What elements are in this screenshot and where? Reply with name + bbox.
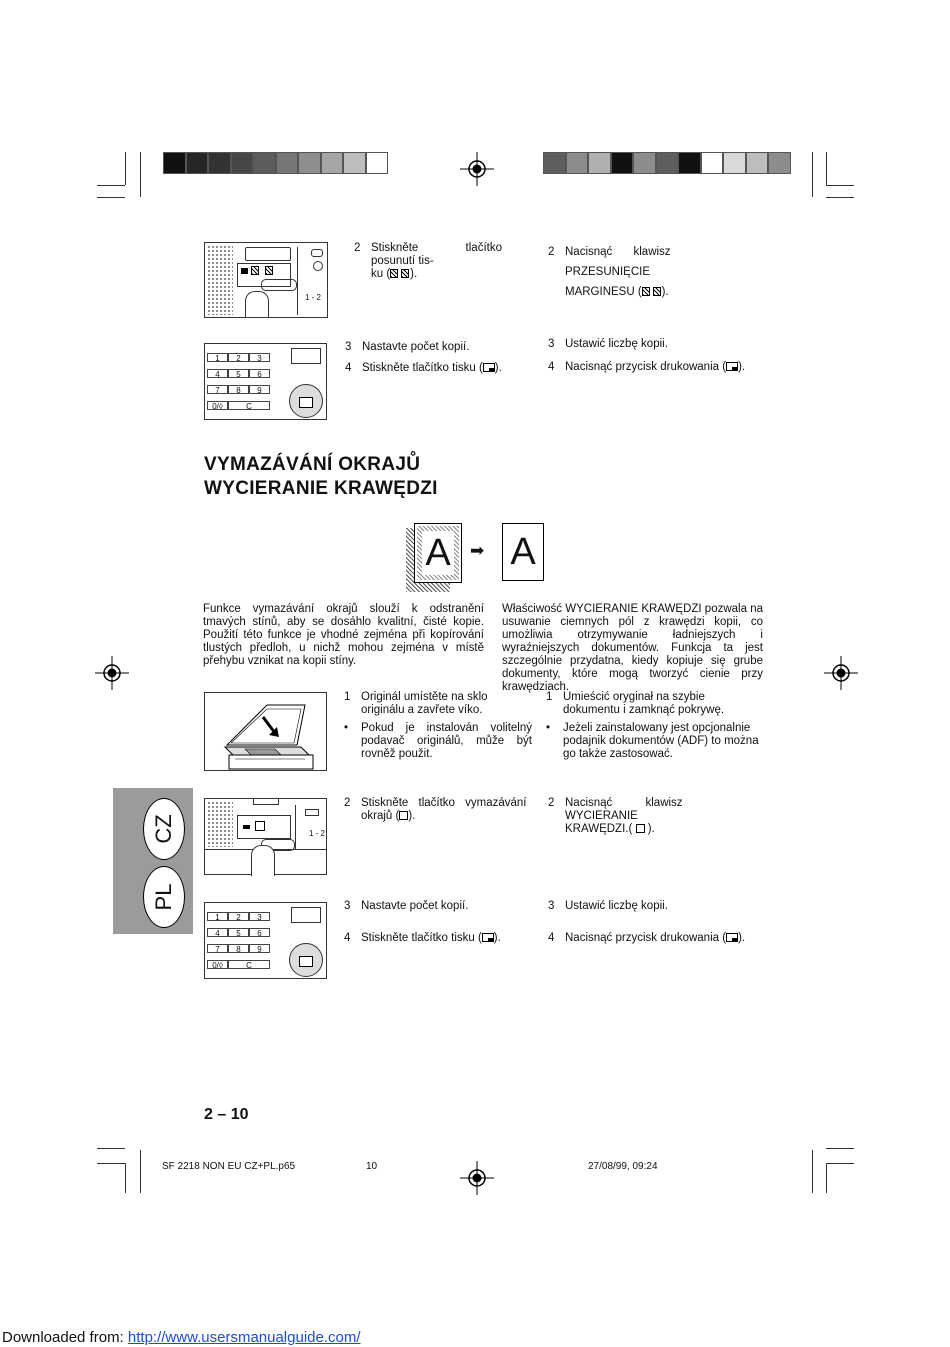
color-swatch (588, 152, 611, 174)
pl-top-step-4: 4 Nacisnąć przycisk drukowania ( ). (548, 361, 746, 373)
color-swatch (343, 152, 366, 174)
crop-mark (97, 1163, 125, 1164)
pl-bullet: • Jeżeli zainstalowany jest opcjonalnie podajnik dokumentów (ADF) to można go także zastosować. (546, 722, 759, 760)
margin-shift-icon (390, 269, 410, 278)
download-link[interactable]: http://www.usersmanualguide.com/ (127, 1329, 361, 1346)
crop-mark (812, 1150, 813, 1193)
keypad-key: 9 (249, 944, 270, 953)
diagram-letter-result: A (510, 531, 536, 573)
crop-mark (97, 185, 125, 186)
margin-label: 1 - 2 (309, 829, 326, 838)
heading-pl: WYCIERANIE KRAWĘDZI (204, 478, 438, 499)
page-number: 2 – 10 (204, 1106, 249, 1123)
keypad-key: 2 (228, 912, 249, 921)
power-icon (291, 348, 321, 364)
heading-cz: VYMAZÁVÁNÍ OKRAJŮ (204, 454, 421, 475)
crop-mark (826, 1163, 827, 1193)
color-swatch (768, 152, 791, 174)
color-swatch (701, 152, 724, 174)
crop-mark (125, 152, 126, 185)
cz-top-step-2: 2 Stiskněte tlačítko posunutí tis- ku ( ). (354, 242, 502, 280)
crop-mark (826, 197, 854, 198)
color-swatch (611, 152, 634, 174)
color-swatch (276, 152, 299, 174)
color-swatch (633, 152, 656, 174)
edge-erase-icon (636, 824, 645, 833)
cz-step-3: 3 Nastavte počet kopií. (344, 900, 469, 912)
keypad-key: 3 (249, 353, 270, 362)
cz-step-2: 2 Stiskněte tlačítko vymazávání okrajů ( ). (344, 797, 527, 822)
keypad-key: 0/◊ (207, 401, 228, 410)
keypad-key: 8 (228, 385, 249, 394)
crop-mark (97, 1148, 125, 1149)
footer-page: 10 (366, 1161, 378, 1172)
pl-step-3: 3 Ustawić liczbę kopii. (548, 900, 668, 912)
print-icon (482, 933, 494, 942)
keypad-key: 1 (207, 912, 228, 921)
keypad-key: 7 (207, 944, 228, 953)
color-swatch (746, 152, 769, 174)
crop-mark (97, 197, 125, 198)
crop-mark (826, 1148, 854, 1149)
print-icon (726, 362, 738, 371)
copier-original-placement-illustration (204, 692, 327, 771)
keypad-key: 7 (207, 385, 228, 394)
download-notice: Downloaded from: http://www.usersmanualguide.com/ (2, 1329, 361, 1346)
crop-mark (826, 185, 854, 186)
color-swatch (656, 152, 679, 174)
crop-mark (812, 152, 813, 197)
start-button-icon (289, 384, 323, 418)
keypad-key: 0/◊ (207, 960, 228, 969)
registration-mark-icon (95, 656, 129, 690)
keypad-key: 9 (249, 385, 270, 394)
keypad-illustration (204, 902, 327, 979)
keypad-key: 4 (207, 928, 228, 937)
pl-top-step-3: 3 Ustawić liczbę kopii. (548, 338, 668, 350)
pl-step-4: 4 Nacisnąć przycisk drukowania ( ). (548, 932, 746, 944)
keypad-key: 4 (207, 369, 228, 378)
intro-cz: Funkce vymazávání okrajů slouží k odstranění tmavých stínů, aby se dosáhlo kvalitní, čisté kopie. Použití této funkce je vhodné zejména při kopírování tlustých předloh, u nichž mohou zejména v místě přehybu vznikat na kopii stíny. (203, 603, 484, 667)
keypad-key: 3 (249, 912, 270, 921)
keypad-key: C (228, 960, 270, 969)
footer-date: 27/08/99, 09:24 (588, 1161, 658, 1172)
print-icon (483, 363, 495, 372)
print-icon (726, 933, 738, 942)
pl-top-step-2: 2 Nacisnąć klawisz PRZESUNIĘCIE MARGINESU ( ). (548, 246, 671, 298)
cz-top-step-3: 3 Nastavte počet kopií. (345, 341, 470, 353)
language-side-tab (113, 788, 193, 934)
keypad-key: 6 (249, 369, 270, 378)
registration-mark-icon (460, 1161, 494, 1195)
power-icon (291, 907, 321, 923)
color-swatch (163, 152, 186, 174)
color-swatch (566, 152, 589, 174)
crop-mark (140, 152, 141, 197)
start-button-icon (289, 943, 323, 977)
intro-pl: Właściwość WYCIERANIE KRAWĘDZI pozwala na usuwanie ciemnych pól z krawędzi kopii, co umożliwia otrzymywanie ładniejszych i wyraźniejszych dokumentów. Funkcja ta jest szczególnie przydatna, kiedy kopiuje się grube dokumenty, które mogą tworzyć cienie przy krawędziach. (502, 603, 763, 693)
keypad-key: 6 (249, 928, 270, 937)
arrow-right-icon: ➡ (470, 541, 485, 560)
registration-mark-icon (824, 656, 858, 690)
color-swatch (186, 152, 209, 174)
control-panel-margin-shift-illustration (204, 242, 328, 318)
crop-mark (826, 1163, 854, 1164)
edge-erase-icon (399, 811, 408, 820)
pl-step-2: 2 Nacisnąć klawisz WYCIERANIE KRAWĘDZI.( ). (548, 797, 683, 835)
color-swatch (298, 152, 321, 174)
color-swatch (208, 152, 231, 174)
crop-mark (826, 152, 827, 185)
cz-bullet: • Pokud je instalován volitelný podavač originálů, může být rovněž použit. (344, 722, 532, 760)
keypad-key: 5 (228, 369, 249, 378)
color-swatch (321, 152, 344, 174)
color-swatch (253, 152, 276, 174)
language-oval-pl: PL (143, 866, 185, 928)
color-swatch (231, 152, 254, 174)
keypad-key: 2 (228, 353, 249, 362)
keypad-key: 5 (228, 928, 249, 937)
color-swatch (678, 152, 701, 174)
cz-step-1: 1 Originál umístěte na sklo originálu a zavřete víko. (344, 691, 488, 716)
keypad-key: C (228, 401, 270, 410)
cz-top-step-4: 4 Stiskněte tlačítko tisku ( ). (345, 362, 502, 374)
edge-erase-diagram (406, 523, 546, 593)
keypad-key: 8 (228, 944, 249, 953)
registration-mark-icon (460, 152, 494, 186)
footer-file: SF 2218 NON EU CZ+PL.p65 (162, 1161, 296, 1172)
control-panel-edge-erase-illustration (204, 798, 327, 875)
crop-mark (125, 1163, 126, 1193)
color-swatch (543, 152, 566, 174)
language-oval-cz: CZ (143, 798, 185, 860)
keypad-key: 1 (207, 353, 228, 362)
margin-shift-icon (642, 287, 662, 296)
margin-label: 1 - 2 (305, 293, 322, 302)
diagram-letter-original: A (425, 532, 451, 574)
cz-step-4: 4 Stiskněte tlačítko tisku ( ). (344, 932, 501, 944)
keypad-illustration (204, 343, 327, 420)
color-swatch (723, 152, 746, 174)
color-swatch (366, 152, 389, 174)
pl-step-1: 1 Umieścić oryginał na szybie dokumentu i zamknąć pokrywę. (546, 691, 725, 716)
crop-mark (140, 1150, 141, 1193)
